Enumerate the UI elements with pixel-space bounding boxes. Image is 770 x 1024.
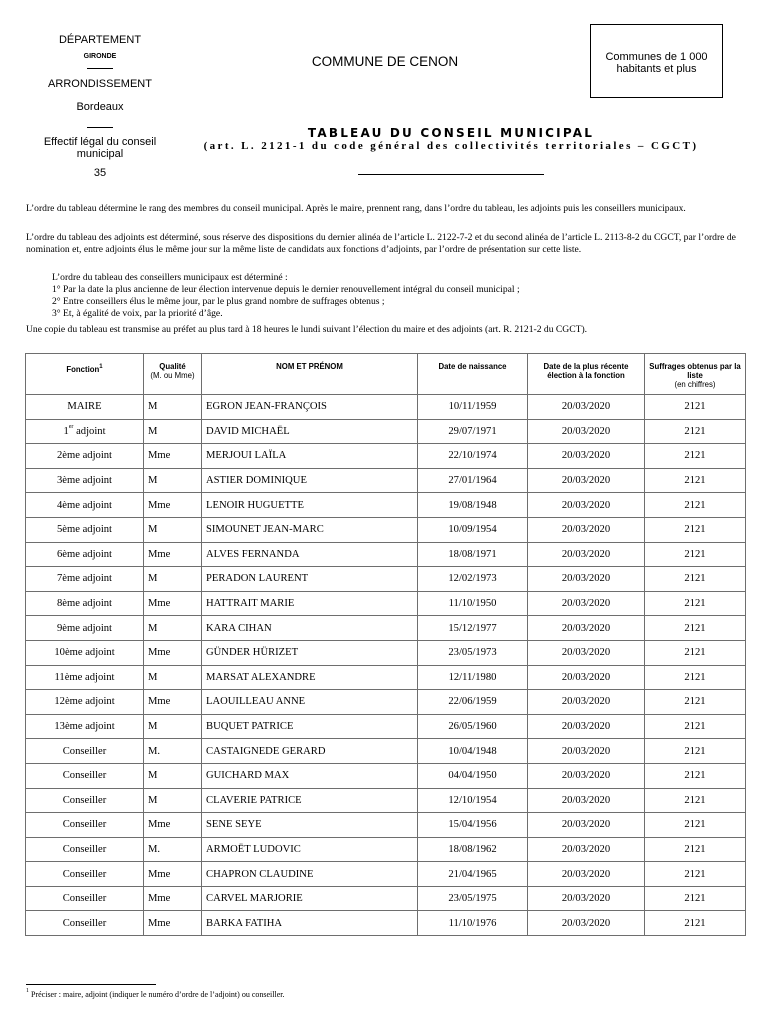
cell-qualite: M xyxy=(144,419,202,444)
cell-naissance: 22/06/1959 xyxy=(418,690,528,715)
cell-nom: BUQUET PATRICE xyxy=(202,714,418,739)
cell-nom: CLAVERIE PATRICE xyxy=(202,788,418,813)
departement-label: DÉPARTEMENT xyxy=(58,34,142,46)
cell-qualite: Mme xyxy=(144,640,202,665)
header-suffrages-label: Suffrages obtenus par la liste xyxy=(649,362,741,380)
table-header-row xyxy=(26,354,746,395)
cell-nom: SENE SEYE xyxy=(202,813,418,838)
population-box: Communes de 1 000 habitants et plus xyxy=(590,24,723,98)
cell-nom: EGRON JEAN-FRANÇOIS xyxy=(202,395,418,420)
cell-election: 20/03/2020 xyxy=(528,395,645,420)
arrondissement-name: Bordeaux xyxy=(76,101,124,113)
page-title: TABLEAU DU CONSEIL MUNICIPAL xyxy=(307,126,595,140)
cell-nom: MARSAT ALEXANDRE xyxy=(202,665,418,690)
cell-qualite: M xyxy=(144,665,202,690)
page-subtitle: (art. L. 2121-1 du code général des collectivités territoriales – CGCT) xyxy=(203,140,699,152)
cell-qualite: M xyxy=(144,567,202,592)
header-election: Date de la plus récente élection à la fonction xyxy=(528,354,645,395)
cell-naissance: 18/08/1971 xyxy=(418,542,528,567)
table-row xyxy=(26,665,746,690)
cell-suffrages: 2121 xyxy=(645,468,746,493)
cell-nom: BARKA FATIHA xyxy=(202,911,418,936)
cell-qualite: M xyxy=(144,788,202,813)
cell-suffrages: 2121 xyxy=(645,395,746,420)
cell-nom: HATTRAIT MARIE xyxy=(202,591,418,616)
table-row xyxy=(26,862,746,887)
cell-nom: LAOUILLEAU ANNE xyxy=(202,690,418,715)
intro-rule-3: 3° Et, à égalité de voix, par la priorité d’âge. xyxy=(52,308,223,319)
table-row xyxy=(26,517,746,542)
divider-2 xyxy=(28,127,172,128)
cell-election: 20/03/2020 xyxy=(528,813,645,838)
cell-nom: DAVID MICHAËL xyxy=(202,419,418,444)
header-qualite-label: Qualité xyxy=(159,362,186,371)
cell-naissance: 15/12/1977 xyxy=(418,616,528,641)
cell-qualite: Mme xyxy=(144,591,202,616)
cell-election: 20/03/2020 xyxy=(528,862,645,887)
table-row xyxy=(26,690,746,715)
cell-fonction: Conseiller xyxy=(26,788,144,813)
effectif-label: Effectif légal du conseil municipal xyxy=(43,136,157,160)
cell-nom: GUICHARD MAX xyxy=(202,763,418,788)
intro-paragraph-4: Une copie du tableau est transmise au préfet au plus tard à 18 heures le lundi suivant l’élection du maire et des adjoints (art. R. 2121-2 du CGCT). xyxy=(26,324,588,335)
fonction-ordinal: er xyxy=(68,423,74,430)
cell-nom: GÜNDER HÜRIZET xyxy=(202,640,418,665)
cell-fonction: Conseiller xyxy=(26,911,144,936)
header-nom: NOM ET PRÉNOM xyxy=(202,354,418,395)
cell-election: 20/03/2020 xyxy=(528,616,645,641)
header-qualite xyxy=(144,354,202,395)
cell-fonction: Conseiller xyxy=(26,862,144,887)
cell-suffrages: 2121 xyxy=(645,542,746,567)
cell-naissance: 10/04/1948 xyxy=(418,739,528,764)
cell-suffrages: 2121 xyxy=(645,690,746,715)
cell-suffrages: 2121 xyxy=(645,517,746,542)
cell-naissance: 04/04/1950 xyxy=(418,763,528,788)
cell-naissance: 23/05/1975 xyxy=(418,886,528,911)
title-underline xyxy=(358,174,544,175)
cell-qualite: M xyxy=(144,395,202,420)
cell-qualite: M xyxy=(144,616,202,641)
cell-fonction: Conseiller xyxy=(26,886,144,911)
cell-nom: CARVEL MARJORIE xyxy=(202,886,418,911)
cell-election: 20/03/2020 xyxy=(528,788,645,813)
table-row xyxy=(26,567,746,592)
cell-fonction: Conseiller xyxy=(26,763,144,788)
table-row xyxy=(26,837,746,862)
cell-fonction: 5ème adjoint xyxy=(26,517,144,542)
cell-suffrages: 2121 xyxy=(645,813,746,838)
cell-qualite: M xyxy=(144,714,202,739)
cell-qualite: M. xyxy=(144,739,202,764)
cell-naissance: 11/10/1976 xyxy=(418,911,528,936)
cell-nom: MERJOUI LAÏLA xyxy=(202,444,418,469)
cell-suffrages: 2121 xyxy=(645,493,746,518)
cell-naissance: 10/09/1954 xyxy=(418,517,528,542)
cell-nom: CASTAIGNEDE GERARD xyxy=(202,739,418,764)
cell-qualite: M xyxy=(144,517,202,542)
cell-election: 20/03/2020 xyxy=(528,640,645,665)
cell-suffrages: 2121 xyxy=(645,616,746,641)
cell-naissance: 15/04/1956 xyxy=(418,813,528,838)
divider-1 xyxy=(28,68,172,69)
cell-election: 20/03/2020 xyxy=(528,591,645,616)
cell-election: 20/03/2020 xyxy=(528,567,645,592)
cell-nom: CHAPRON CLAUDINE xyxy=(202,862,418,887)
cell-suffrages: 2121 xyxy=(645,591,746,616)
table-row xyxy=(26,468,746,493)
header-suffrages-sub: (en chiffres) xyxy=(674,380,716,389)
cell-qualite: Mme xyxy=(144,813,202,838)
table-row xyxy=(26,640,746,665)
cell-fonction: MAIRE xyxy=(26,395,144,420)
cell-naissance: 18/08/1962 xyxy=(418,837,528,862)
cell-naissance: 12/10/1954 xyxy=(418,788,528,813)
cell-election: 20/03/2020 xyxy=(528,665,645,690)
cell-suffrages: 2121 xyxy=(645,911,746,936)
cell-fonction: 4ème adjoint xyxy=(26,493,144,518)
footnote-text: Préciser : maire, adjoint (indiquer le numéro d’ordre de l’adjoint) ou conseiller. xyxy=(29,990,285,999)
cell-suffrages: 2121 xyxy=(645,567,746,592)
cell-fonction: 8ème adjoint xyxy=(26,591,144,616)
cell-suffrages: 2121 xyxy=(645,640,746,665)
header-qualite-sub: (M. ou Mme) xyxy=(150,371,195,380)
cell-fonction: 13ème adjoint xyxy=(26,714,144,739)
cell-qualite: Mme xyxy=(144,911,202,936)
cell-qualite: Mme xyxy=(144,690,202,715)
cell-suffrages: 2121 xyxy=(645,665,746,690)
cell-fonction: Conseiller xyxy=(26,837,144,862)
cell-election: 20/03/2020 xyxy=(528,493,645,518)
cell-fonction: Conseiller xyxy=(26,813,144,838)
cell-suffrages: 2121 xyxy=(645,739,746,764)
cell-naissance: 23/05/1973 xyxy=(418,640,528,665)
intro-paragraph-1: L’ordre du tableau détermine le rang des membres du conseil municipal. Après le maire, prennent rang, dans l’ordre du tableau, les adjoints puis les conseillers municipaux. xyxy=(26,203,686,214)
cell-election: 20/03/2020 xyxy=(528,739,645,764)
intro-paragraph-2: L’ordre du tableau des adjoints est déterminé, sous réserve des dispositions du dernier alinéa de l’article L. 2122-7-2 et du second alinéa de l’article L. 2113-8-2 du CGCT, par l’ordre de nomination et, entre adjoints élus le même jour sur la même liste de candidats aux fonctions d’adjoints, par l’ordre de présentation sur cette liste. xyxy=(26,232,736,255)
cell-fonction: 7ème adjoint xyxy=(26,567,144,592)
cell-qualite: M xyxy=(144,763,202,788)
cell-election: 20/03/2020 xyxy=(528,911,645,936)
cell-qualite: Mme xyxy=(144,444,202,469)
intro-rule-1: 1° Par la date la plus ancienne de leur élection intervenue depuis le dernier renouvellement intégral du conseil municipal ; xyxy=(52,284,520,295)
cell-fonction: 10ème adjoint xyxy=(26,640,144,665)
cell-naissance: 27/01/1964 xyxy=(418,468,528,493)
fonction-suffix: adjoint xyxy=(73,425,106,437)
intro-paragraph-3: L’ordre du tableau des conseillers municipaux est déterminé : xyxy=(52,272,288,283)
footnote-separator xyxy=(26,984,156,985)
cell-fonction: 6ème adjoint xyxy=(26,542,144,567)
table-row xyxy=(26,419,746,444)
cell-fonction: 9ème adjoint xyxy=(26,616,144,641)
cell-nom: PERADON LAURENT xyxy=(202,567,418,592)
cell-election: 20/03/2020 xyxy=(528,714,645,739)
footnote-ref: 1 xyxy=(99,364,103,370)
header-fonction xyxy=(26,354,144,395)
cell-naissance: 21/04/1965 xyxy=(418,862,528,887)
table-row xyxy=(26,788,746,813)
cell-nom: SIMOUNET JEAN-MARC xyxy=(202,517,418,542)
cell-nom: ALVES FERNANDA xyxy=(202,542,418,567)
cell-suffrages: 2121 xyxy=(645,714,746,739)
arrondissement-label: ARRONDISSEMENT xyxy=(48,78,152,90)
cell-nom: LENOIR HUGUETTE xyxy=(202,493,418,518)
cell-fonction: 3ème adjoint xyxy=(26,468,144,493)
cell-suffrages: 2121 xyxy=(645,886,746,911)
cell-qualite: Mme xyxy=(144,862,202,887)
cell-nom: ARMOËT LUDOVIC xyxy=(202,837,418,862)
cell-fonction: 2ème adjoint xyxy=(26,444,144,469)
departement-name: GIRONDE xyxy=(83,53,117,60)
cell-nom: KARA CIHAN xyxy=(202,616,418,641)
cell-qualite: M. xyxy=(144,837,202,862)
footnote-mark: 1 xyxy=(26,988,29,994)
cell-qualite: Mme xyxy=(144,542,202,567)
effectif-value: 35 xyxy=(93,167,107,179)
table-row xyxy=(26,493,746,518)
cell-qualite: M xyxy=(144,468,202,493)
cell-election: 20/03/2020 xyxy=(528,690,645,715)
cell-election: 20/03/2020 xyxy=(528,444,645,469)
cell-qualite: Mme xyxy=(144,886,202,911)
cell-fonction xyxy=(26,419,144,444)
table-row xyxy=(26,542,746,567)
table-row xyxy=(26,911,746,936)
cell-suffrages: 2121 xyxy=(645,862,746,887)
cell-naissance: 11/10/1950 xyxy=(418,591,528,616)
footnote xyxy=(26,990,726,999)
table-row xyxy=(26,886,746,911)
cell-suffrages: 2121 xyxy=(645,788,746,813)
cell-naissance: 12/02/1973 xyxy=(418,567,528,592)
cell-election: 20/03/2020 xyxy=(528,542,645,567)
table-row xyxy=(26,616,746,641)
cell-naissance: 26/05/1960 xyxy=(418,714,528,739)
table-row xyxy=(26,591,746,616)
cell-naissance: 10/11/1959 xyxy=(418,395,528,420)
table-row xyxy=(26,813,746,838)
cell-fonction: 11ème adjoint xyxy=(26,665,144,690)
cell-suffrages: 2121 xyxy=(645,444,746,469)
table-row xyxy=(26,739,746,764)
table-row xyxy=(26,444,746,469)
table-row xyxy=(26,763,746,788)
council-table xyxy=(25,353,746,936)
cell-suffrages: 2121 xyxy=(645,419,746,444)
cell-election: 20/03/2020 xyxy=(528,468,645,493)
header-naissance: Date de naissance xyxy=(418,354,528,395)
fonction-number: 1 xyxy=(63,425,69,437)
cell-suffrages: 2121 xyxy=(645,763,746,788)
cell-election: 20/03/2020 xyxy=(528,886,645,911)
cell-nom: ASTIER DOMINIQUE xyxy=(202,468,418,493)
cell-fonction: Conseiller xyxy=(26,739,144,764)
cell-election: 20/03/2020 xyxy=(528,763,645,788)
header-suffrages xyxy=(645,354,746,395)
header-fonction-label: Fonction xyxy=(66,365,100,374)
cell-naissance: 22/10/1974 xyxy=(418,444,528,469)
cell-suffrages: 2121 xyxy=(645,837,746,862)
cell-naissance: 12/11/1980 xyxy=(418,665,528,690)
cell-naissance: 29/07/1971 xyxy=(418,419,528,444)
cell-election: 20/03/2020 xyxy=(528,517,645,542)
commune-name: COMMUNE DE CENON xyxy=(311,54,459,69)
cell-naissance: 19/08/1948 xyxy=(418,493,528,518)
cell-fonction: 12ème adjoint xyxy=(26,690,144,715)
table-row xyxy=(26,395,746,420)
cell-election: 20/03/2020 xyxy=(528,419,645,444)
cell-election: 20/03/2020 xyxy=(528,837,645,862)
intro-rule-2: 2° Entre conseillers élus le même jour, par le plus grand nombre de suffrages obtenus ; xyxy=(52,296,385,307)
table-row xyxy=(26,714,746,739)
cell-qualite: Mme xyxy=(144,493,202,518)
